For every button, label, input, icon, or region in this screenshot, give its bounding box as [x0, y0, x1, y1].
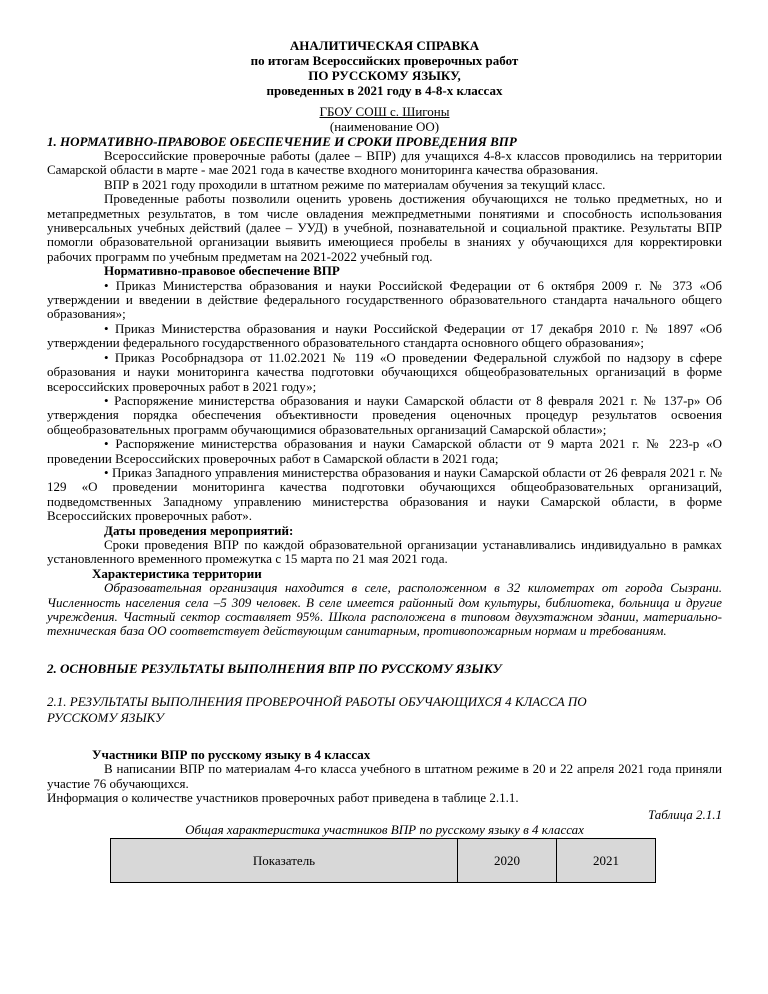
dates-text: Сроки проведения ВПР по каждой образовательной организации устанавливались индивидуально в рамках установленного временного промежутка с 15 марта по 21 мая 2021 года. [47, 536, 722, 567]
section-2-heading: 2. ОСНОВНЫЕ РЕЗУЛЬТАТЫ ВЫПОЛНЕНИЯ ВПР ПО РУССКОМУ ЯЗЫКУ [47, 660, 502, 676]
section-2-1-heading: 2.1. РЕЗУЛЬТАТЫ ВЫПОЛНЕНИЯ ПРОВЕРОЧНОЙ РАБОТЫ ОБУЧАЮЩИХСЯ 4 КЛАССА ПО РУССКОМУ ЯЗЫКУ [47, 693, 587, 725]
document-title [47, 38, 722, 98]
dates-heading: Даты проведения мероприятий: [104, 522, 294, 538]
legal-item: • Приказ Рособрнадзора от 11.02.2021 № 119 «О проведении Федеральной службой по надзору в сфере образования и науки мониторинга качества подготовки обучающихся общеобразовательных организаций в форме всероссийских проверочных работ в 2021 году»; [47, 349, 722, 394]
participants-table [110, 838, 656, 883]
table-header-cell: 2020 [458, 839, 557, 883]
title-line-4: проведенных в 2021 году в 4-8-х классах [266, 83, 503, 98]
org-caption: (наименование ОО) [329, 119, 440, 134]
paragraph: ВПР в 2021 году проходили в штатном режиме по материалам обучения за текущий класс. [104, 176, 606, 192]
territory-heading: Характеристика территории [92, 565, 262, 581]
info-text: Информация о количестве участников проверочных работ приведена в таблице 2.1.1. [47, 790, 519, 806]
table-caption: Общая характеристика участников ВПР по русскому языку в 4 классах [185, 822, 584, 838]
legal-item: • Приказ Министерства образования и науки Российской Федерации от 17 декабря 2010 г. № 1897 «Об утверждении федерального государственного образовательного стандарта основного общего образования»; [47, 320, 722, 351]
legal-item: • Приказ Министерства образования и науки Российской Федерации от 6 октября 2009 г. № 373 «Об утверждении и введении в действие федерального государственного образовательного стандарта начального общего образования»; [47, 277, 722, 322]
table-number: Таблица 2.1.1 [647, 807, 722, 823]
legal-item: • Распоряжение министерства образования и науки Самарской области от 9 марта 2021 г. № 223-р «О проведении Всероссийских проверочных работ в Самарской области в 2021 года; [47, 436, 722, 466]
title-line-3: ПО РУССКОМУ ЯЗЫКУ, [308, 68, 461, 83]
org-name: ГБОУ СОШ с. Шигоны [319, 104, 450, 119]
section-1-heading: 1. НОРМАТИВНО-ПРАВОВОЕ ОБЕСПЕЧЕНИЕ И СРОКИ ПРОВЕДЕНИЯ ВПР [47, 134, 517, 149]
title-line-2: по итогам Всероссийских проверочных работ [250, 53, 519, 68]
table-header-row [111, 839, 656, 883]
paragraph: Всероссийские проверочные работы (далее – ВПР) для учащихся 4-8-х классов проводились на территории Самарской области в марте - мае 2021 года в качестве входного мониторинга качества образования. [47, 148, 722, 178]
org-block [47, 104, 722, 134]
participants-text: В написании ВПР по материалам 4-го класса учебного в штатном режиме в 20 и 22 апреля 2021 года приняли участие 76 обучающихся. [47, 761, 722, 791]
legal-item: • Приказ Западного управления министерства образования и науки Самарской области от 26 февраля 2021 г. № 129 «О проведении мониторинга качества подготовки обучающихся общеобразовательных организаций, подведомственных Западному управлению министерства образования и науки Самарской области, в форме Всероссийских проверочных работ». [47, 464, 722, 524]
legal-item: • Распоряжение министерства образования и науки Самарской области от 8 февраля 2021 г. № 137-р» Об утверждения порядка обеспечения объективности проведения оценочных процедур результатов освоения общеобразовательных программ обучающимися образовательных организаций Самарской области»; [47, 392, 722, 437]
table-header-cell: 2021 [557, 839, 656, 883]
title-line-1: АНАЛИТИЧЕСКАЯ СПРАВКА [289, 38, 480, 53]
table-header-cell: Показатель [111, 839, 458, 883]
paragraph: Проведенные работы позволили оценить уровень достижения обучающихся не только предметных, но и метапредметных результатов, в том числе овладения межпредметными понятиями и способность использования универсальных учебных действий (далее – УУД) в учебной, познавательной и социальной практике. Результаты ВПР помогли образовательной организации выявить имеющиеся пробелы в знаниях у обучающихся для корректировки рабочих программ по учебным предметам на 2021-2022 учебный год. [47, 191, 722, 264]
document-page [47, 38, 722, 883]
participants-heading: Участники ВПР по русскому языку в 4 классах [92, 746, 371, 762]
legal-heading: Нормативно-правовое обеспечение ВПР [104, 263, 340, 279]
territory-text: Образовательная организация находится в селе, расположенном в 32 километрах от города Сызрани. Численность населения села –5 309 человек. В селе имеется районный дом культуры, библиотека, больница и другие учреждения. Частный сектор составляет 95%. Школа расположена в типовом двухэтажном здании, материально-техническая база ОО соответствует действующим санитарным, противопожарным нормам и требованиям. [47, 580, 722, 639]
